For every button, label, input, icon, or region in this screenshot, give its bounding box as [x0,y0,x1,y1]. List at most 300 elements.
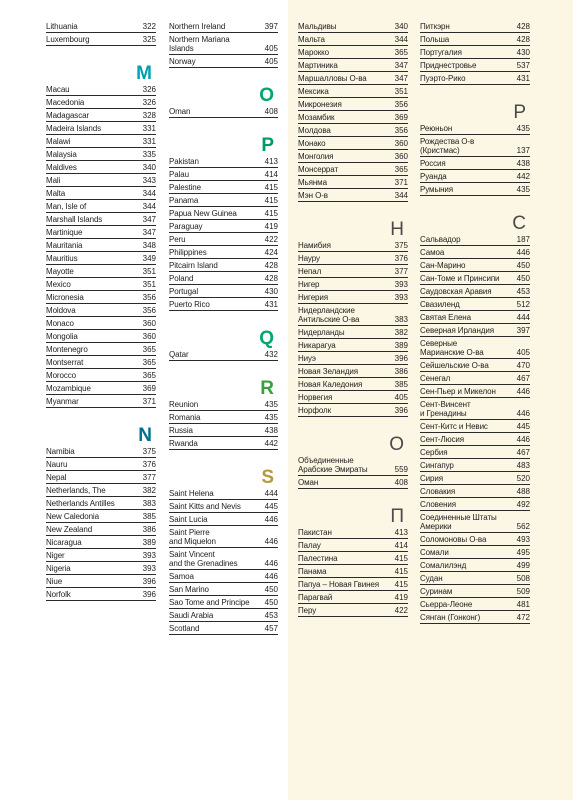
country-name: Mauritania [46,241,83,250]
country-name: Man, Isle of [46,202,87,211]
country-name: Nicaragua [46,538,82,547]
page-number: 325 [142,35,156,44]
section-letter: О [389,434,404,455]
index-entry [298,293,408,304]
section-gap [169,120,278,136]
country-name: Перу [298,606,317,615]
country-name: Norfolk [46,590,71,599]
country-name: Qatar [169,350,189,359]
index-entry [420,159,530,170]
index-entry [169,502,278,513]
country-name: Ниуэ [298,354,316,363]
section-letter: R [260,378,274,399]
index-entry [420,22,530,33]
country-name: Northern Mariana Islands [169,35,230,53]
page-number: 413 [264,157,278,166]
country-name: Niue [46,577,63,586]
country-name: Палау [298,541,321,550]
page-number: 488 [516,487,530,496]
page-number: 369 [142,384,156,393]
country-name: Судан [420,574,443,583]
index-entry [298,267,408,278]
index-entry [169,572,278,583]
page-number: 435 [516,124,530,133]
country-name: Malta [46,189,66,198]
page-number: 349 [142,254,156,263]
index-entry [169,598,278,609]
index-entry [46,163,156,174]
country-name: Maldives [46,163,77,172]
page-number: 428 [264,274,278,283]
country-name: Martinique [46,228,83,237]
index-entry [420,474,530,485]
page-number: 356 [394,126,408,135]
page-number: 446 [516,248,530,257]
index-entry [420,574,530,585]
index-entry [46,551,156,562]
page-number: 397 [516,326,530,335]
country-name: Malawi [46,137,71,146]
section-letter: M [136,63,152,84]
index-entry [46,371,156,382]
index-entry [420,513,530,533]
index-entry [420,274,530,285]
country-name: Nigeria [46,564,71,573]
section-gap [46,48,156,64]
index-column-4 [420,22,530,626]
country-name: Macedonia [46,98,85,107]
country-name: Португалия [420,48,462,57]
page-number: 347 [394,74,408,83]
index-entry [298,328,408,339]
index-entry [46,98,156,109]
page-number: 344 [394,35,408,44]
page-number: 371 [394,178,408,187]
page-number: 375 [394,241,408,250]
page-number: 408 [264,107,278,116]
section-letter: S [261,467,274,488]
index-entry [46,460,156,471]
country-name: Pitcairn Island [169,261,218,270]
page-number: 356 [394,100,408,109]
page-number: 365 [394,165,408,174]
country-name: Papua New Guinea [169,209,237,218]
index-entry [298,139,408,150]
page-number: 385 [394,380,408,389]
page-number: 435 [516,185,530,194]
index-entry [169,157,278,168]
country-name: Mauritius [46,254,78,263]
page-number: 450 [516,261,530,270]
index-entry [46,345,156,356]
index-entry [46,176,156,187]
index-entry [46,293,156,304]
page-number: 472 [516,613,530,622]
index-entry [420,261,530,272]
page-number: 446 [264,515,278,524]
country-name: Новая Каледония [298,380,363,389]
country-name: Saint Lucia [169,515,208,524]
page-number: 356 [142,306,156,315]
index-column-1 [46,22,156,603]
index-entry [46,384,156,395]
index-entry [420,448,530,459]
index-entry [169,35,278,55]
country-name: Pakistan [169,157,199,166]
index-entry [298,554,408,565]
index-entry [46,577,156,588]
page-number: 397 [264,22,278,31]
index-entry [420,487,530,498]
page-number: 483 [516,461,530,470]
page-number: 446 [516,409,530,418]
country-name: Сент-Люсия [420,435,465,444]
page-number: 509 [516,587,530,596]
country-name: Puerto Rico [169,300,210,309]
country-name: Пакистан [298,528,332,537]
page-number: 383 [142,499,156,508]
page-number: 446 [264,559,278,568]
page-number: 389 [142,538,156,547]
page-number: 360 [142,319,156,328]
page-number: 328 [142,111,156,120]
page-number: 430 [516,48,530,57]
index-entry [169,287,278,298]
index-entry [169,300,278,311]
page-number: 450 [516,274,530,283]
page-number: 413 [394,528,408,537]
index-entry [46,590,156,601]
section-gap [420,198,530,214]
page-number: 537 [516,61,530,70]
page-number: 348 [142,241,156,250]
section-letter: С [512,213,526,234]
page-number: 376 [394,254,408,263]
index-entry [46,85,156,96]
page-number: 562 [516,522,530,531]
country-name: Монсеррат [298,165,339,174]
index-entry [46,319,156,330]
page-number: 365 [142,345,156,354]
index-entry [298,567,408,578]
page-number: 369 [394,113,408,122]
index-entry [298,61,408,72]
page-number: 371 [142,397,156,406]
country-name: Сьерра-Леоне [420,600,473,609]
index-entry [298,254,408,265]
country-name: Romania [169,413,201,422]
country-name: Нидерланды [298,328,345,337]
page-number: 396 [394,406,408,415]
index-entry [420,137,530,157]
page-number: 512 [516,300,530,309]
page-number: 414 [264,170,278,179]
index-entry [420,613,530,624]
page-number: 187 [516,235,530,244]
country-name: Панама [298,567,327,576]
country-name: Никарагуа [298,341,336,350]
page-number: 408 [394,478,408,487]
page-number: 340 [142,163,156,172]
page-number: 344 [142,202,156,211]
country-name: Russia [169,426,193,435]
page-number: 430 [264,287,278,296]
page-number: 467 [516,448,530,457]
index-entry [46,486,156,497]
page-number: 508 [516,574,530,583]
page-number: 415 [394,554,408,563]
index-entry [298,580,408,591]
country-name: Palestine [169,183,202,192]
page-number: 431 [264,300,278,309]
index-entry [46,267,156,278]
page-number: 389 [394,341,408,350]
country-name: San Marino [169,585,209,594]
index-entry [298,541,408,552]
page-number: 393 [394,293,408,302]
section-gap [298,419,408,435]
page-number: 326 [142,98,156,107]
page-number: 393 [394,280,408,289]
section-letter: Н [390,219,404,240]
page-number: 442 [516,172,530,181]
index-entry [169,209,278,220]
country-name: Malaysia [46,150,77,159]
country-name: Namibia [46,447,75,456]
index-entry [169,550,278,570]
page-number: 493 [516,535,530,544]
page-number: 137 [516,146,530,155]
country-name: Сирия [420,474,443,483]
page-number: 383 [394,315,408,324]
index-entry [420,400,530,420]
country-name: Saint Helena [169,489,214,498]
country-name: Nauru [46,460,68,469]
page-number: 446 [516,435,530,444]
index-entry [298,152,408,163]
page-number: 347 [142,228,156,237]
page-number: 450 [264,598,278,607]
country-name: Нидерландские Антильские О-ва [298,306,360,324]
page-number: 393 [142,564,156,573]
index-entry [420,248,530,259]
country-name: Saint Pierre and Miquelon [169,528,216,546]
index-entry [169,222,278,233]
section-gap [169,452,278,468]
index-entry [420,124,530,135]
page-number: 432 [264,350,278,359]
index-entry [420,435,530,446]
index-entry [420,74,530,85]
page-number: 360 [394,139,408,148]
index-column-3 [298,22,408,619]
country-name: Непал [298,267,322,276]
page-number: 343 [142,176,156,185]
index-entry [46,538,156,549]
index-entry [169,183,278,194]
country-name: Оман [298,478,319,487]
index-entry [420,185,530,196]
page-number: 351 [394,87,408,96]
index-entry [46,111,156,122]
page-number: 415 [264,183,278,192]
page-number: 446 [264,537,278,546]
section-gap [169,313,278,329]
index-entry [46,22,156,33]
country-name: Morocco [46,371,76,380]
country-name: Madeira Islands [46,124,101,133]
country-name: Micronesia [46,293,84,302]
country-name: Папуа – Новая Гвинея [298,580,379,589]
index-entry [298,74,408,85]
country-name: Словакия [420,487,456,496]
section-gap [420,87,530,103]
country-name: Сенегал [420,374,451,383]
page-number: 365 [142,371,156,380]
index-entry [298,113,408,124]
country-name: Северная Ирландия [420,326,494,335]
page-number: 340 [394,22,408,31]
country-name: Науру [298,254,320,263]
country-name: Саудовская Аравия [420,287,492,296]
page-number: 347 [142,215,156,224]
country-name: Сент-Винсент и Гренадины [420,400,471,418]
country-name: Суринам [420,587,453,596]
country-name: Netherlands, The [46,486,106,495]
page-number: 415 [394,580,408,589]
page-number: 520 [516,474,530,483]
country-name: New Zealand [46,525,93,534]
index-entry [298,354,408,365]
index-entry [420,287,530,298]
section-letter: П [390,506,404,527]
index-entry [46,202,156,213]
country-name: Святая Елена [420,313,471,322]
index-entry [298,100,408,111]
index-entry [169,624,278,635]
page-number: 414 [394,541,408,550]
index-entry [298,191,408,202]
country-name: Сингапур [420,461,454,470]
index-entry [420,548,530,559]
page-number: 405 [394,393,408,402]
country-name: Мальдивы [298,22,337,31]
index-entry [169,439,278,450]
index-entry [46,525,156,536]
page-number: 495 [516,548,530,557]
page-number: 331 [142,124,156,133]
section-letter: Q [259,328,274,349]
index-entry [420,361,530,372]
country-name: Мальта [298,35,325,44]
country-name: Мэн О-в [298,191,328,200]
index-entry [169,170,278,181]
country-name: Россия [420,159,446,168]
index-entry [169,515,278,526]
country-name: Словения [420,500,457,509]
page-number: 335 [142,150,156,159]
country-name: Panama [169,196,199,205]
country-name: Соломоновы О-ва [420,535,487,544]
index-entry [420,561,530,572]
country-name: Сомали [420,548,449,557]
country-name: Portugal [169,287,198,296]
page-number: 344 [394,191,408,200]
country-name: Сальвадор [420,235,461,244]
page-number: 396 [142,590,156,599]
index-entry [169,528,278,548]
index-entry [298,35,408,46]
country-name: Норвегия [298,393,333,402]
country-name: Poland [169,274,194,283]
page-number: 377 [142,473,156,482]
index-entry [46,473,156,484]
page-number: 435 [264,400,278,409]
section-letter: Р [513,102,526,123]
country-name: Монголия [298,152,334,161]
index-entry [420,339,530,359]
page-number: 467 [516,374,530,383]
country-name: Новая Зеландия [298,367,359,376]
country-name: Montenegro [46,345,88,354]
page-number: 444 [264,489,278,498]
index-entry [420,535,530,546]
country-name: Сербия [420,448,448,457]
page-number: 356 [142,293,156,302]
country-name: Philippines [169,248,207,257]
index-entry [420,300,530,311]
index-entry [46,150,156,161]
page-number: 386 [394,367,408,376]
page-number: 351 [142,267,156,276]
index-entry [46,124,156,135]
country-name: Польша [420,35,450,44]
index-entry [420,313,530,324]
country-name: Palau [169,170,189,179]
country-name: Свазиленд [420,300,460,309]
page-number: 438 [516,159,530,168]
country-name: Monaco [46,319,74,328]
index-entry [169,413,278,424]
country-name: Saudi Arabia [169,611,214,620]
page-number: 360 [142,332,156,341]
index-entry [298,178,408,189]
page-number: 424 [264,248,278,257]
page-number: 365 [142,358,156,367]
page-number: 445 [516,422,530,431]
country-name: Paraguay [169,222,203,231]
page-number: 419 [264,222,278,231]
page-number: 385 [142,512,156,521]
index-entry [298,165,408,176]
country-name: Соединенные Штаты Америки [420,513,497,531]
country-name: Самоа [420,248,445,257]
country-name: Norway [169,57,196,66]
country-name: Маршалловы О-ва [298,74,367,83]
country-name: Палестина [298,554,338,563]
index-entry [46,241,156,252]
section-letter: N [138,425,152,446]
country-name: Reunion [169,400,199,409]
index-entry [169,235,278,246]
country-name: Сомалилэнд [420,561,467,570]
page-number: 481 [516,600,530,609]
index-entry [420,172,530,183]
index-entry [298,22,408,33]
page-number: 351 [142,280,156,289]
country-name: Saint Kitts and Nevis [169,502,241,511]
index-entry [169,248,278,259]
